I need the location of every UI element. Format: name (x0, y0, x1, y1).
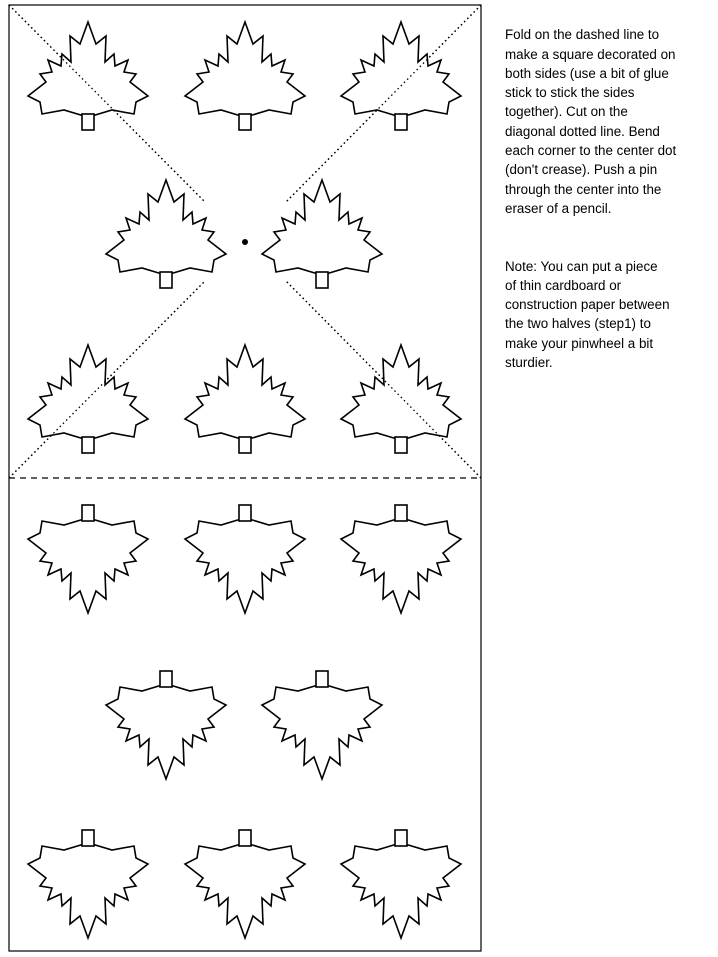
instructions-step: Fold on the dashed line to make a square decorated on both sides (use a bit of glue stick to stick the sides together). Cut on the diagonal dotted line. Bend each corner to the center dot (don't crease). Push a pin through the center into the eraser of a pencil. (505, 27, 677, 216)
maple-leaf-icon (106, 180, 226, 288)
instructions-note: Note: You can put a piece of thin cardboard or construction paper between the two halves (step1) to make your pinwheel a bit sturdier. (505, 258, 670, 371)
maple-leaf-icon (341, 830, 461, 938)
maple-leaf-icon (341, 505, 461, 613)
maple-leaf-icon (341, 345, 461, 453)
maple-leaf-icon (185, 345, 305, 453)
maple-leaf-icon (185, 505, 305, 613)
maple-leaf-icon (28, 22, 148, 130)
maple-leaf-icon (28, 830, 148, 938)
center-dot (242, 239, 248, 245)
maple-leaf-icon (106, 671, 226, 779)
maple-leaf-icon (262, 180, 382, 288)
maple-leaf-icon (28, 505, 148, 613)
maple-leaf-icon (185, 22, 305, 130)
maple-leaf-icon (341, 22, 461, 130)
top-leaf-grid (28, 22, 461, 453)
maple-leaf-icon (262, 671, 382, 779)
maple-leaf-icon (28, 345, 148, 453)
instructions-panel (505, 6, 715, 392)
bottom-leaf-grid (28, 505, 461, 938)
maple-leaf-icon (185, 830, 305, 938)
